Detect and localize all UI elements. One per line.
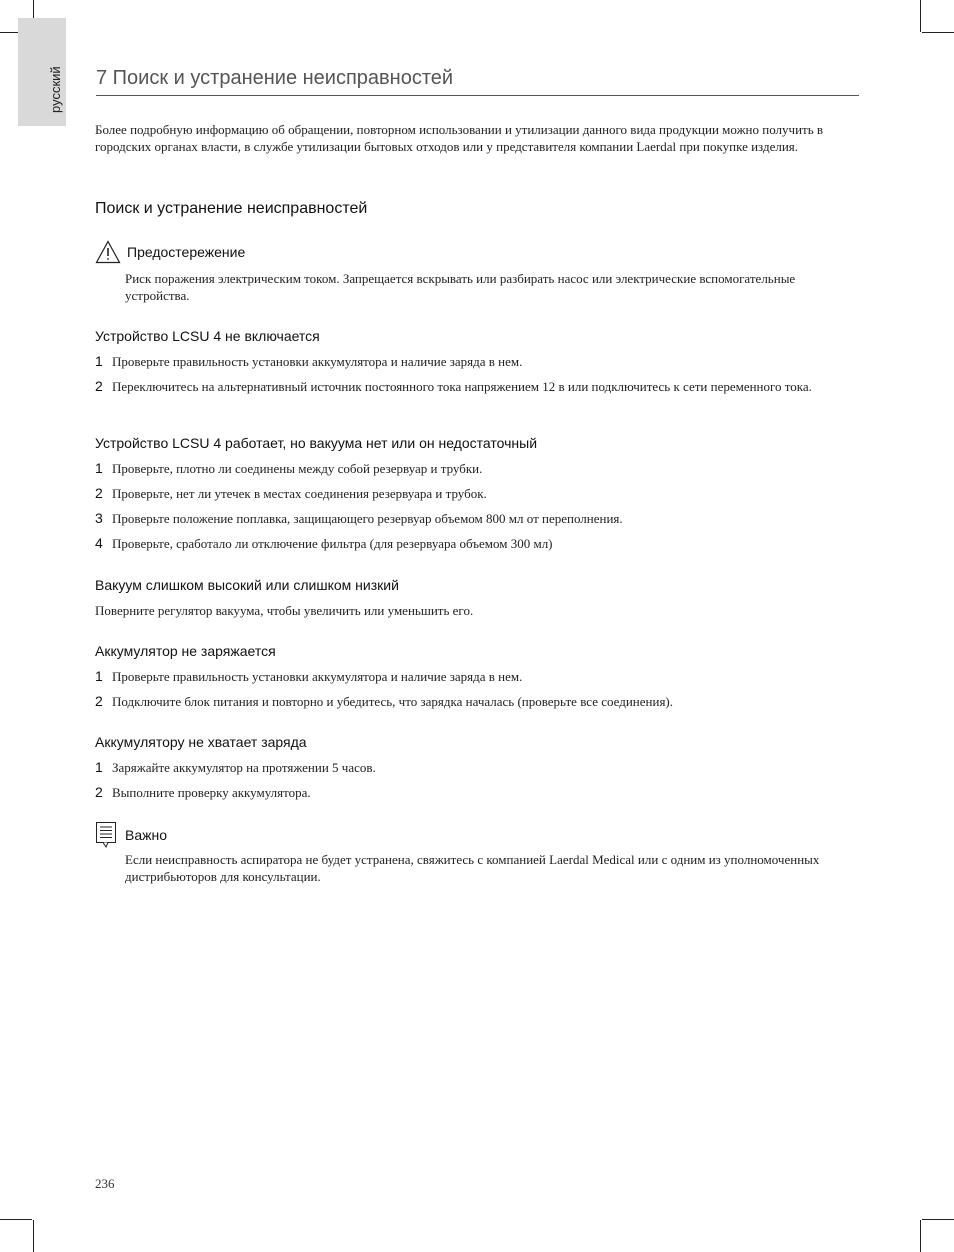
crop-mark <box>922 32 954 33</box>
step-number: 3 <box>95 510 103 526</box>
list-item <box>95 668 859 685</box>
caution-text: Риск поражения электрическим током. Запрещается вскрывать или разбирать насос или электрические вспомогательные устройства. <box>125 271 796 303</box>
step-number: 2 <box>95 693 103 709</box>
subsection-title: Аккумулятору не хватает заряда <box>95 734 307 750</box>
step-text: Проверьте, плотно ли соединены между собой резервуар и трубки. <box>112 461 483 476</box>
subsection <box>95 577 859 619</box>
subsection-title: Аккумулятор не заряжается <box>95 643 276 659</box>
step-number: 2 <box>95 485 103 501</box>
caution-notice <box>95 240 859 304</box>
crop-mark <box>0 1219 32 1220</box>
language-tab <box>18 18 66 126</box>
subsection <box>95 734 859 809</box>
intro-paragraph: Более подробную информацию об обращении, повторном использовании и утилизации данного вида продукции можно получить в городских органах власти, в службе утилизации бытовых отходов или у представителя компании Laerdal при покупке изделия. <box>95 122 824 154</box>
subsection-title: Вакуум слишком высокий или слишком низкий <box>95 577 399 593</box>
subsection <box>95 435 859 560</box>
section-title: Поиск и устранение неисправностей <box>95 200 368 217</box>
language-tab-label: русский <box>48 66 63 113</box>
step-text: Подключите блок питания и повторно и убедитесь, что зарядка началась (проверьте все соединения). <box>112 694 674 709</box>
crop-mark <box>920 1220 921 1252</box>
list-item <box>95 510 859 527</box>
page-number: 236 <box>95 1176 115 1191</box>
step-number: 1 <box>95 668 103 684</box>
step-number: 2 <box>95 378 103 394</box>
list-item <box>95 693 859 710</box>
step-text: Проверьте, нет ли утечек в местах соединения резервуара и трубок. <box>112 486 487 501</box>
important-notice <box>95 821 859 885</box>
subsection <box>95 328 859 403</box>
step-number: 2 <box>95 784 103 800</box>
list-item <box>95 460 859 477</box>
chapter-divider <box>96 95 859 96</box>
step-text: Переключитесь на альтернативный источник постоянного тока напряжением 12 в или подключитесь к сети переменного тока. <box>112 379 812 394</box>
list-item <box>95 784 859 801</box>
chapter-title: 7 Поиск и устранение неисправностей <box>96 67 454 89</box>
step-text: Выполните проверку аккумулятора. <box>112 785 311 800</box>
subsection-title: Устройство LCSU 4 не включается <box>95 328 320 344</box>
important-text: Если неисправность аспиратора не будет устранена, свяжитесь с компанией Laerdal Medical или с одним из уполномоченных дистрибьюторов для консультации. <box>125 852 820 884</box>
step-number: 4 <box>95 535 103 551</box>
subsection <box>95 643 859 718</box>
step-number: 1 <box>95 759 103 775</box>
warning-triangle-icon <box>95 240 121 264</box>
list-item <box>95 535 859 552</box>
step-text: Проверьте, сработало ли отключение фильтра (для резервуара объемом 300 мл) <box>112 536 553 551</box>
list-item <box>95 378 859 395</box>
list-item <box>95 759 859 776</box>
caution-title: Предостережение <box>127 244 246 260</box>
step-text: Проверьте правильность установки аккумулятора и наличие заряда в нем. <box>112 669 523 684</box>
step-text: Проверьте правильность установки аккумулятора и наличие заряда в нем. <box>112 354 523 369</box>
important-title: Важно <box>125 827 168 843</box>
list-item <box>95 485 859 502</box>
step-text: Заряжайте аккумулятор на протяжении 5 часов. <box>112 760 376 775</box>
step-number: 1 <box>95 353 103 369</box>
note-icon <box>95 821 119 849</box>
crop-mark <box>920 0 921 32</box>
subsection-title: Устройство LCSU 4 работает, но вакуума нет или он недостаточный <box>95 435 538 451</box>
list-item <box>95 353 859 370</box>
crop-mark <box>33 1220 34 1252</box>
subsection-text: Поверните регулятор вакуума, чтобы увеличить или уменьшить его. <box>95 603 474 618</box>
crop-mark <box>922 1219 954 1220</box>
step-text: Проверьте положение поплавка, защищающего резервуар объемом 800 мл от переполнения. <box>112 511 623 526</box>
step-number: 1 <box>95 460 103 476</box>
